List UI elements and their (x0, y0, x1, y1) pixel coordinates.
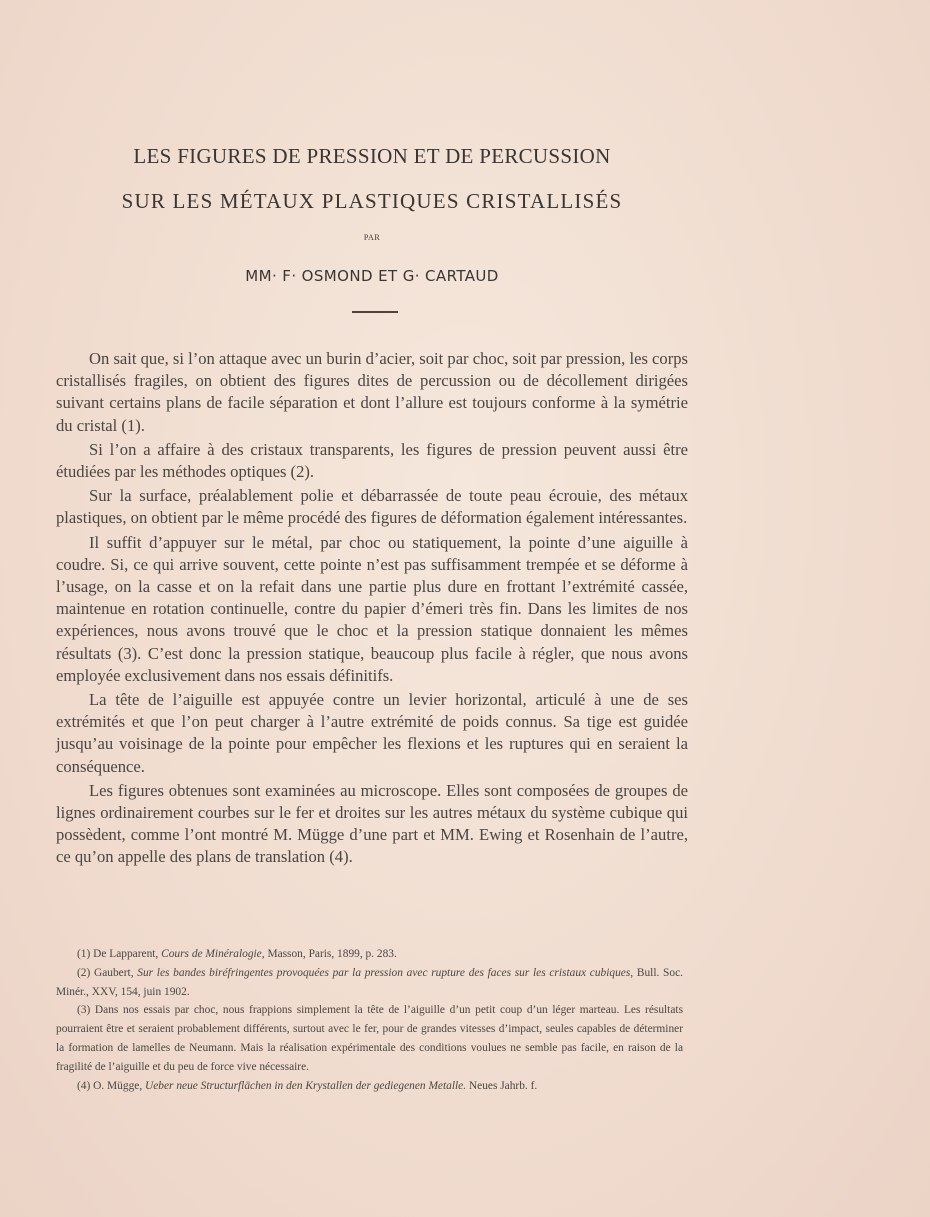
authors: MM· F· OSMOND ET G· CARTAUD (245, 267, 499, 285)
par-label: PAR (363, 233, 381, 242)
paragraph-4: Il suffit d’appuyer sur le métal, par choc ou statiquement, la pointe d’une aiguille à coudre. Si, ce qui arrive souvent, cette pointe n’est pas suffisamment trempée et se déforme à l’usage, on la casse et on la refait dans une partie plus dure en frottant l’extrémité cassée, maintenue en rotation continuelle, contre du papier d’émeri très fin. Dans les limites de nos expériences, nous avons trouvé que le choc et la pression statique donnaient les mêmes résultats (3). C’est donc la pression statique, beaucoup plus facile à régler, que nous avons employée exclusivement dans nos essais définitifs. (56, 532, 688, 685)
footnote-2-pre: (2) Gaubert, (77, 966, 138, 979)
footnote-4 (56, 1077, 683, 1096)
footnote-2-italic: Sur les bandes biréfringentes provoquées par la pression avec rupture des faces sur les cristaux cubiques, (137, 966, 634, 979)
paragraph-3: Sur la surface, préalablement polie et débarrassée de toute peau écrouie, des métaux plastiques, on obtient par le même procédé des figures de déformation également intéressantes. (56, 486, 688, 528)
paragraph-2: Si l’on a affaire à des cristaux transparents, les figures de pression peuvent aussi être étudiées par les méthodes optiques (2). (56, 439, 688, 482)
title-rule (352, 311, 398, 313)
paragraph-6: Les figures obtenues sont examinées au microscope. Elles sont composées de groupes de lignes ordinairement courbes sur le fer et droites sur les autres métaux du système cubique qui possèdent, comme l’ont montré M. Mügge d’une part et MM. Ewing et Rosenhain de l’autre, ce qu’on appelle des plans de translation (4). (56, 780, 688, 867)
footnote-2 (56, 964, 683, 1002)
footnote-1-post: Masson, Paris, 1899, p. 283. (264, 948, 397, 960)
footnote-1 (56, 945, 683, 964)
footnotes (56, 945, 683, 1095)
footnote-1-pre: (1) De Lapparent, (77, 948, 162, 960)
title-line-1: LES FIGURES DE PRESSION ET DE PERCUSSION (133, 144, 611, 168)
paragraph-5: La tête de l’aiguille est appuyée contre un levier horizontal, articulé à une de ses extrémités et que l’on peut charger à l’autre extrémité de poids connus. Sa tige est guidée jusqu’au voisinage de la pointe pour empêcher les flexions et les ruptures qui en seraient la conséquence. (56, 690, 688, 776)
title-line-2: SUR LES MÉTAUX PLASTIQUES CRISTALLISÉS (121, 189, 623, 213)
footnote-4-italic: Ueber neue Structurflächen in den Krystallen der gediegenen Metalle. (145, 1079, 467, 1092)
footnote-4-pre: (4) O. Mügge, (77, 1079, 146, 1092)
footnote-4-post: Neues Jahrb. f. (466, 1079, 538, 1092)
footnote-2-post: Bull. Soc. Minér., XXV, 154, juin 1902. (56, 966, 683, 998)
footnote-3: (3) Dans nos essais par choc, nous frappions simplement la tête de l’aiguille d’un petit coup d’un léger marteau. Les résultats pourraient être et seraient probablement différents, surtout avec le fer, pour de grandes vitesses d’impact, seules capables de déterminer la formation de lamelles de Neumann. Mais la réalisation expérimentale des conditions voulues ne semble pas facile, en raison de la fragilité de l’aiguille et du peu de force vive nécessaire. (56, 1004, 683, 1073)
footnote-1-italic: Cours de Minéralogie, (161, 948, 265, 960)
paragraph-1: On sait que, si l’on attaque avec un burin d’acier, soit par choc, soit par pression, les corps cristallisés fragiles, on obtient des figures dites de percussion ou de décollement dirigées suivant certains plans de facile séparation et dont l’allure est toujours conforme à la symétrie du cristal (1). (56, 349, 688, 435)
body-text (56, 348, 688, 869)
